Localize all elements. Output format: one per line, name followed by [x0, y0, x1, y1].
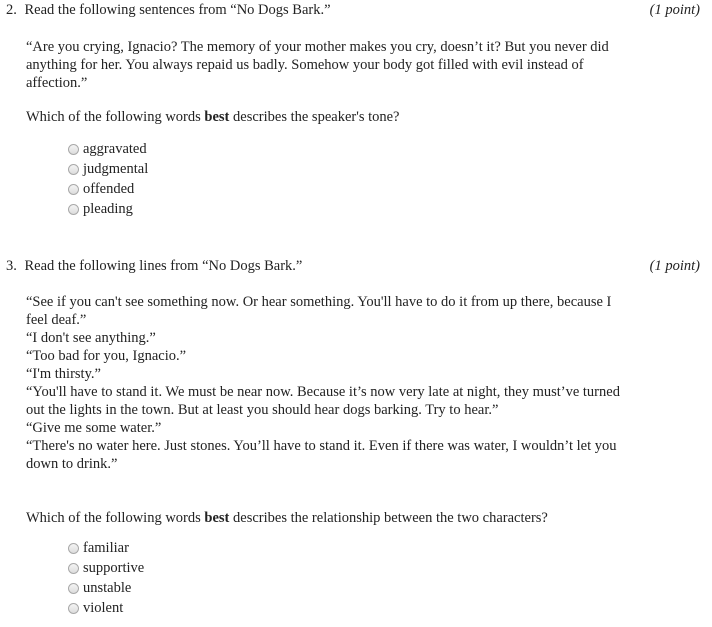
option-label: unstable	[83, 579, 132, 596]
option-offended[interactable]	[68, 179, 148, 199]
option-judgmental[interactable]	[68, 159, 148, 179]
option-label: supportive	[83, 559, 145, 576]
option-label: familiar	[83, 539, 129, 556]
answer-options	[68, 538, 144, 618]
question-points: (1 point)	[649, 2, 700, 18]
option-familiar[interactable]	[68, 538, 144, 558]
option-label: pleading	[83, 200, 133, 217]
question-number: 3.	[6, 258, 17, 274]
question-prompt: Which of the following words best describes the relationship between the two characters?	[26, 510, 548, 526]
question-heading	[6, 258, 302, 275]
question-heading	[6, 2, 331, 19]
radio-button[interactable]	[68, 603, 79, 614]
radio-button[interactable]	[68, 583, 79, 594]
passage-line: “Give me some water.”	[26, 420, 162, 436]
prompt-emphasis: best	[204, 109, 230, 125]
option-supportive[interactable]	[68, 558, 144, 578]
question-number: 2.	[6, 2, 17, 18]
radio-button[interactable]	[68, 543, 79, 554]
prompt-emphasis: best	[204, 510, 230, 526]
passage	[26, 38, 636, 92]
option-pleading[interactable]	[68, 199, 148, 219]
passage-line: “See if you can't see something now. Or hear something. You'll have to do it from up there, because I feel deaf.”	[26, 294, 612, 328]
passage-line: “Are you crying, Ignacio? The memory of your mother makes you cry, doesn’t it? But you never did anything for her. You always repaid us badly. Somehow your body got filled with evil instead of affection.”	[26, 39, 609, 91]
radio-button[interactable]	[68, 164, 79, 175]
question-heading-text: Read the following lines from “No Dogs Bark.”	[24, 258, 303, 274]
passage-line: “Too bad for you, Ignacio.”	[26, 348, 187, 364]
option-aggravated[interactable]	[68, 139, 148, 159]
question-heading-text: Read the following sentences from “No Dogs Bark.”	[24, 2, 331, 18]
option-unstable[interactable]	[68, 578, 144, 598]
answer-options	[68, 139, 148, 219]
option-label: judgmental	[83, 160, 149, 177]
passage-line: “You'll have to stand it. We must be near now. Because it’s now very late at night, they must’ve turned out the lights in the town. But at least you should hear dogs barking. Try to hear.”	[26, 384, 620, 418]
radio-button[interactable]	[68, 184, 79, 195]
passage-line: “I don't see anything.”	[26, 330, 156, 346]
passage-line: “There's no water here. Just stones. You’ll have to stand it. Even if there was water, I wouldn’t let you down to drink.”	[26, 438, 617, 472]
passage	[26, 293, 636, 473]
passage-line: “I'm thirsty.”	[26, 366, 101, 382]
question-points: (1 point)	[649, 258, 700, 274]
radio-button[interactable]	[68, 144, 79, 155]
option-violent[interactable]	[68, 598, 144, 618]
question-prompt: Which of the following words best describes the speaker's tone?	[26, 109, 400, 125]
radio-button[interactable]	[68, 563, 79, 574]
option-label: violent	[83, 599, 124, 616]
option-label: aggravated	[83, 140, 147, 157]
radio-button[interactable]	[68, 204, 79, 215]
option-label: offended	[83, 180, 135, 197]
